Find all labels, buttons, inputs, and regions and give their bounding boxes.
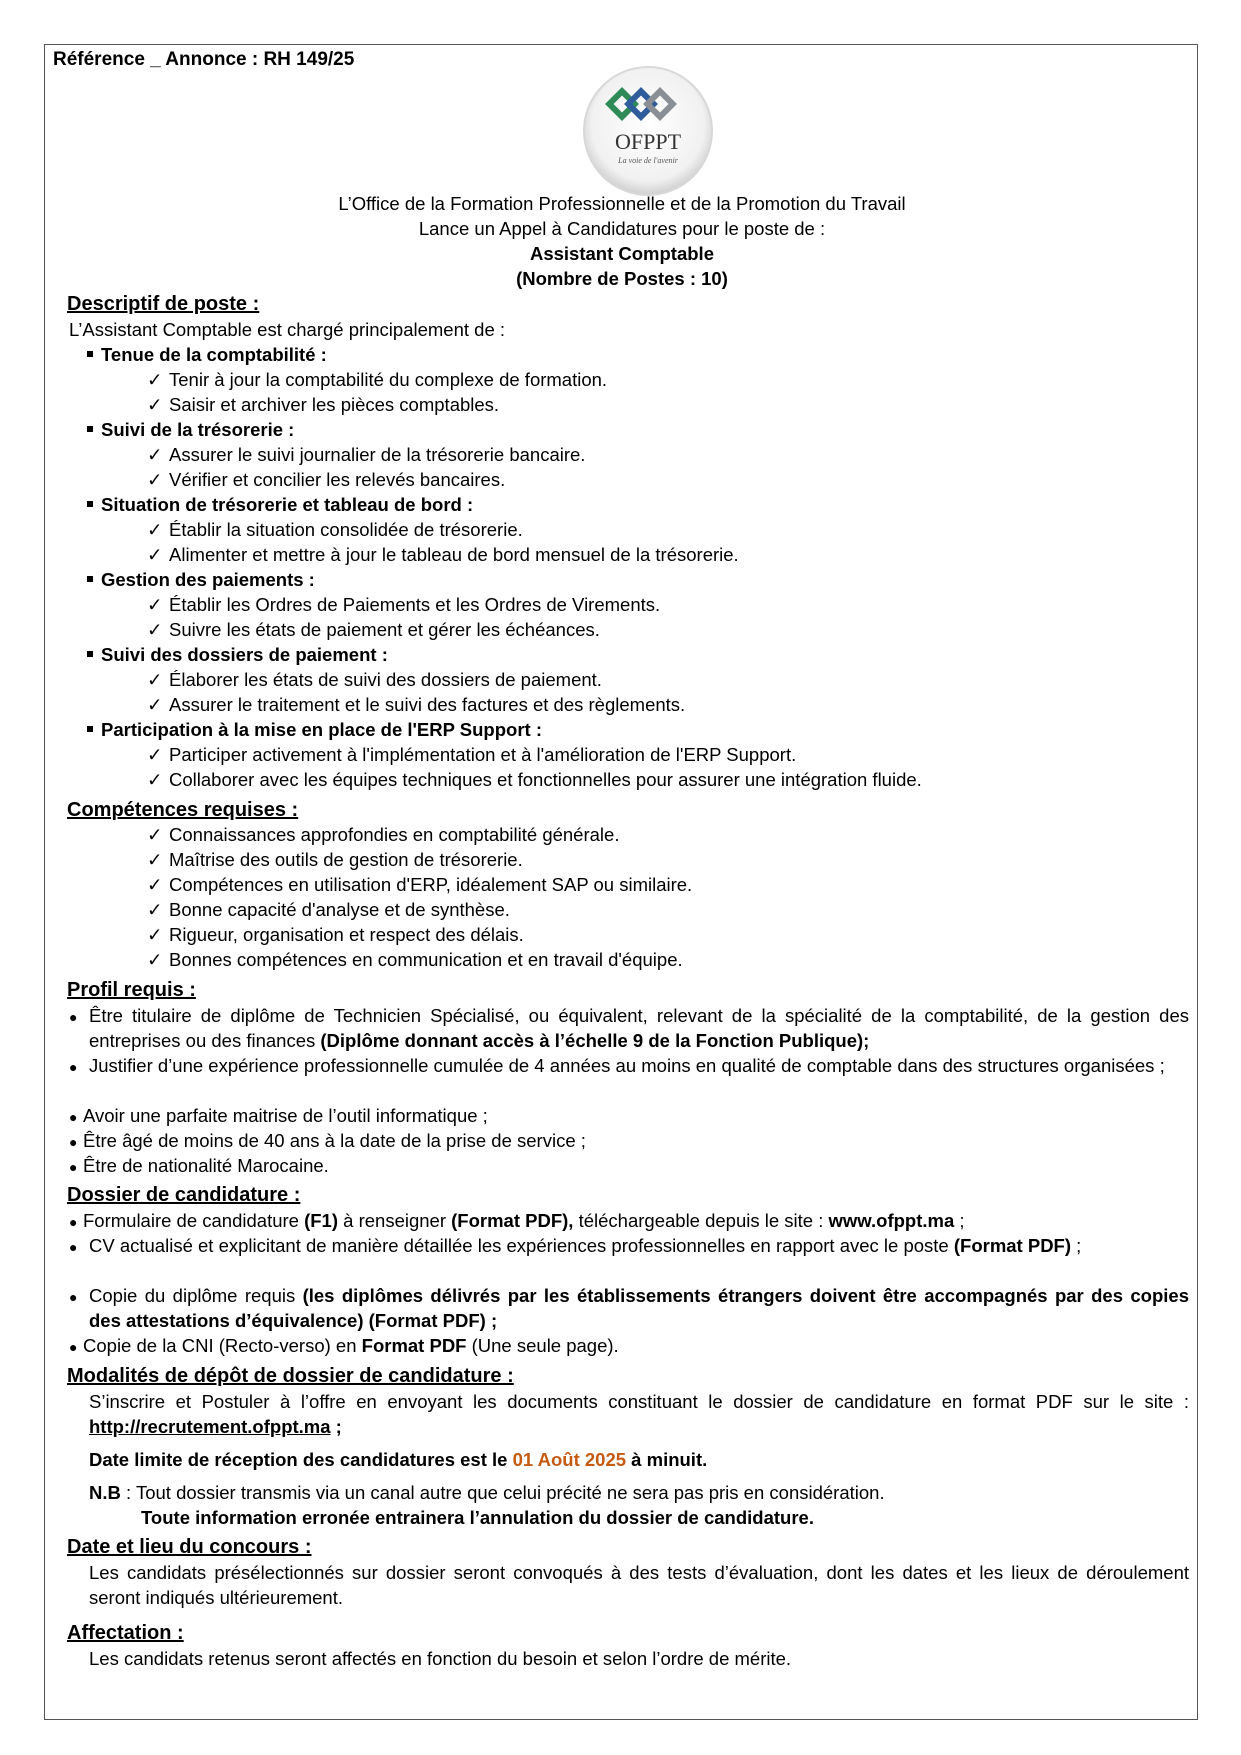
ofppt-logo	[580, 63, 716, 199]
recrutement-link[interactable]: http://recrutement.ofppt.ma	[89, 1416, 331, 1437]
modalites-heading: Modalités de dépôt de dossier de candidature :	[67, 1365, 514, 1387]
list-item: ✓ Vérifier et concilier les relevés bancaires.	[147, 469, 506, 490]
list-item: ✓ Suivre les états de paiement et gérer les échéances.	[147, 619, 600, 640]
affectation-heading: Affectation :	[67, 1622, 184, 1644]
profil-item: ● Être âgé de moins de 40 ans à la date de la prise de service ;	[69, 1130, 586, 1151]
group-title: Suivi de la trésorerie :	[87, 417, 294, 442]
list-item: ✓ Compétences en utilisation d'ERP, idéalement SAP ou similaire.	[147, 874, 693, 895]
descriptif-intro: L’Assistant Comptable est chargé principalement de :	[69, 319, 506, 340]
competences-heading: Compétences requises :	[67, 799, 299, 821]
dossier-item: ● Copie de la CNI (Recto-verso) en Format PDF (Une seule page).	[69, 1335, 619, 1356]
group-title: Suivi des dossiers de paiement :	[87, 642, 388, 667]
modalites-text: S’inscrire et Postuler à l’offre en envoyant les documents constituant le dossier de candidature en format PDF sur le site : http://recrutement.ofppt.ma ;	[89, 1391, 1189, 1437]
reference: Référence _ Annonce : RH 149/25	[53, 49, 355, 70]
list-item: ✓ Participer activement à l'implémentation et à l'amélioration de l'ERP Support.	[147, 744, 797, 765]
job-title: Assistant Comptable	[529, 243, 714, 264]
descriptif-heading: Descriptif de poste :	[67, 293, 260, 315]
group-title: Gestion des paiements :	[87, 567, 315, 592]
deadline: Date limite de réception des candidatures est le 01 Août 2025 à minuit.	[89, 1449, 708, 1470]
group-title: Participation à la mise en place de l'ERP Support :	[87, 717, 542, 742]
logo-icon	[580, 63, 716, 199]
list-item: ✓ Rigueur, organisation et respect des délais.	[147, 924, 524, 945]
list-item: ✓ Établir la situation consolidée de trésorerie.	[147, 519, 523, 540]
post-count: (Nombre de Postes : 10)	[516, 268, 728, 289]
concours-heading: Date et lieu du concours :	[67, 1536, 312, 1558]
group-title: Situation de trésorerie et tableau de bord :	[87, 492, 473, 517]
profil-item: ● Être de nationalité Marocaine.	[69, 1155, 329, 1176]
intro-line2: Lance un Appel à Candidatures pour le poste de :	[418, 218, 826, 239]
list-item: ✓ Élaborer les états de suivi des dossiers de paiement.	[147, 669, 602, 690]
intro-line1: L’Office de la Formation Professionnelle et de la Promotion du Travail	[338, 193, 906, 214]
list-item: ✓ Bonnes compétences en communication et en travail d'équipe.	[147, 949, 683, 970]
deadline-date: 01 Août 2025	[512, 1449, 627, 1470]
logo-text: OFPPT	[614, 129, 682, 154]
dossier-heading: Dossier de candidature :	[67, 1184, 301, 1206]
list-item: ✓ Assurer le suivi journalier de la trésorerie bancaire.	[147, 444, 586, 465]
profil-heading: Profil requis :	[67, 979, 196, 1001]
profil-item: ● Avoir une parfaite maitrise de l’outil informatique ;	[69, 1105, 488, 1126]
list-item: ✓ Alimenter et mettre à jour le tableau de bord mensuel de la trésorerie.	[147, 544, 739, 565]
list-item: ✓ Collaborer avec les équipes techniques et fonctionnelles pour assurer une intégration fluide.	[147, 769, 922, 790]
document-frame: Référence _ Annonce : RH 149/25 OFPPT La voie de l'avenir L’Office de la Formation Professionnelle et de la Promotion du Travail Lance un Appel à Candidatures pour le poste de : Assistant Comptable (Nombre de Postes : 10) Descriptif de poste : L’Assistant Comptable est chargé principalement de : Tenue de la comptabilité : ✓ Tenir à jour la comptabilité du complexe de formation. ✓ Saisir et archiver les pièces comptables. Suivi de la trésorerie : ✓ Assurer le suivi journalier de la trésorerie bancaire. ✓ Vérifier et concilier les relevés bancaires. Situation de trésorerie et tableau de bord : ✓ Établir la situation consolidée de trésorerie. ✓ Alimenter et mettre à jour le tableau de bord mensuel de la trésorerie. Gestion des paiements : ✓ Établir les Ordres de Paiements et les Ordres de Virements. ✓ Suivre les états de paiement et gérer les échéances. Suivi des dossiers de paiement : ✓ Élaborer les états de suivi des dossiers de paiement. ✓ Assurer le traitement et le suivi des factures et des règlements. Participation à la mise en place de l'ERP Support : ✓ Participer activement à l'implémentation et à l'amélioration de l'ERP Support. ✓ Collaborer avec les équipes techniques et fonctionnelles pour assurer une intégration fluide. Compétences requises : ✓ Connaissances approfondies en comptabilité générale. ✓ Maîtrise des outils de gestion de trésorerie. ✓ Compétences en utilisation d'ERP, idéalement SAP ou similaire. ✓ Bonne capacité d'analyse et de synthèse. ✓ Rigueur, organisation et respect des délais. ✓ Bonnes compétences en communication et en travail d'équipe. Profil requis : ● Être titulaire de diplôme de Technicien Spécialisé, ou équivalent, relevant de la spécialité de la comptabilité, de la gestion des entreprises ou des finances (Diplôme donnant accès à l’échelle 9 de la Fonction Publique); ● Justifier d’une expérience professionnelle cumulée de 4 années au moins en qualité de comptable dans des structures organisées ; ● Avoir une parfaite maitrise de l’outil informatique ; ● Être âgé de moins de 40 ans à la date de la prise de service ; ● Être de nationalité Marocaine. Dossier de candidature : ● Formulaire de candidature (F1) à renseigner (Format PDF), téléchargeable depuis le site : www.ofppt.ma ; ● CV actualisé et explicitant de manière détaillée les expériences professionnelles en rapport avec le poste (Format PDF) ; ● Copie du diplôme requis (les diplômes délivrés par les établissements étrangers doivent être accompagnés par des copies des attestations d’équivalence) (Format PDF) ; ● Copie de la CNI (Recto-verso) en Format PDF (Une seule page). Modalités de dépôt de dossier de candidature : S’inscrire et Postuler à l’offre en envoyant les documents constituant le dossier de candidature en format PDF sur le site : http://recrutement.ofppt.ma ; Date limite de réception des candidatures est le 01 Août 2025 à minuit. N.B : Tout dossier transmis via un canal autre que celui précité ne sera pas pris en considération. Toute information erronée entrainera l’annulation du dossier de candidature. Date et lieu du concours : Les candidats présélectionnés sur dossier seront convoqués à des tests d’évaluation, dont les dates et les lieux de déroulement seront indiqués ultérieurement. Affectation : Les candidats retenus seront affectés en fonction du besoin et selon l’ordre de mérite.	[44, 44, 1198, 1720]
ofppt-site-link[interactable]: www.ofppt.ma	[828, 1210, 955, 1231]
affectation-text: Les candidats retenus seront affectés en fonction du besoin et selon l’ordre de mérite.	[89, 1648, 792, 1669]
nb-note: N.B : Tout dossier transmis via un canal autre que celui précité ne sera pas pris en considération.	[89, 1482, 885, 1503]
list-item: ✓ Connaissances approfondies en comptabilité générale.	[147, 824, 620, 845]
list-item: ✓ Assurer le traitement et le suivi des factures et des règlements.	[147, 694, 686, 715]
profil-item: Justifier d’une expérience professionnelle cumulée de 4 années au moins en qualité de comptable dans des structures organisées ;	[89, 1055, 1165, 1076]
list-item: ✓ Maîtrise des outils de gestion de trésorerie.	[147, 849, 523, 870]
list-item: ✓ Saisir et archiver les pièces comptables.	[147, 394, 500, 415]
dossier-item: Copie du diplôme requis (les diplômes délivrés par les établissements étrangers doivent être accompagnés par des copies des attestations d’équivalence) (Format PDF) ;	[89, 1285, 1189, 1331]
dossier-item: CV actualisé et explicitant de manière détaillée les expériences professionnelles en rapport avec le poste (Format PDF) ;	[89, 1235, 1082, 1256]
concours-text: Les candidats présélectionnés sur dossier seront convoqués à des tests d’évaluation, dont les dates et les lieux de déroulement seront indiqués ultérieurement.	[89, 1562, 1189, 1608]
profil-item: Être titulaire de diplôme de Technicien Spécialisé, ou équivalent, relevant de la spécialité de la comptabilité, de la gestion des entreprises ou des finances (Diplôme donnant accès à l’échelle 9 de la Fonction Publique);	[89, 1005, 1189, 1051]
list-item: ✓ Bonne capacité d'analyse et de synthèse.	[147, 899, 510, 920]
nb-warning: Toute information erronée entrainera l’annulation du dossier de candidature.	[141, 1507, 814, 1528]
list-item: ✓ Tenir à jour la comptabilité du complexe de formation.	[147, 369, 608, 390]
dossier-item: ● Formulaire de candidature (F1) à renseigner (Format PDF), téléchargeable depuis le site : www.ofppt.ma ;	[69, 1210, 965, 1231]
logo-tagline: La voie de l'avenir	[618, 156, 678, 165]
group-title: Tenue de la comptabilité :	[87, 342, 327, 367]
list-item: ✓ Établir les Ordres de Paiements et les Ordres de Virements.	[147, 594, 661, 615]
